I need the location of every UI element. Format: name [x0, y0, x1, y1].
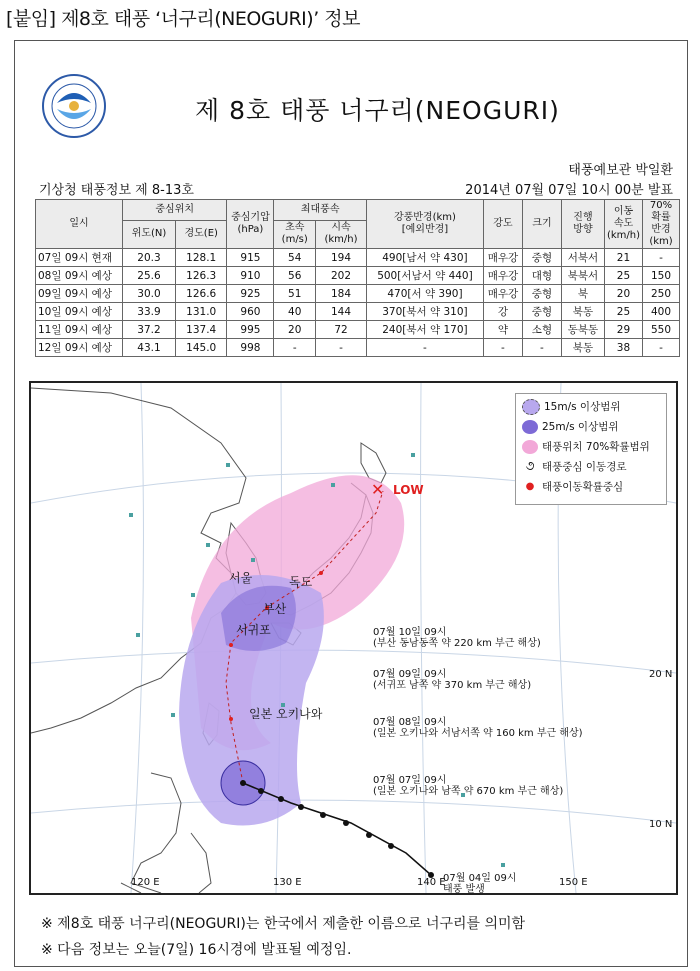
city-okinawa: 일본 오키나와 — [249, 707, 323, 721]
col-lat: 위도(N) — [123, 220, 176, 249]
city-seoul: 서울 — [229, 571, 253, 585]
city-seogwipo: 서귀포 — [236, 623, 271, 637]
table-row: 09일 09시 예상 30.0 126.6 925 51 184 470[서 약 390] 매우강 중형 북 20 250 — [36, 285, 680, 303]
table-row: 12일 09시 예상 43.1 145.0 998 - - - - - 북동 38 - — [36, 339, 680, 357]
typhoon-icon: ૭ — [525, 459, 535, 474]
red-dot-icon: ● — [525, 481, 535, 492]
typhoon-info-table — [35, 199, 680, 357]
city-dokdo: 독도 — [289, 575, 313, 589]
col-lon: 경도(E) — [175, 220, 226, 249]
table-row: 11일 09시 예상 37.2 137.4 995 20 72 240[북서 약 170] 약 소형 동북동 29 550 — [36, 321, 680, 339]
annotation-day07: 07월 07일 09시 (일본 오키나와 남쪽 약 670 km 부근 해상) — [373, 775, 564, 797]
city-busan: 부산 — [263, 602, 287, 616]
bulletin-number: 기상청 태풍정보 제 8-13호 — [39, 183, 194, 198]
table-row: 10일 09시 예상 33.9 131.0 960 40 144 370[북서 약 310] 강 중형 북동 25 400 — [36, 303, 680, 321]
col-time: 일시 — [36, 200, 123, 249]
low-label: LOW — [393, 483, 424, 497]
annotation-day10: 07월 10일 09시 (부산 동남동쪽 약 220 km 부근 해상) — [373, 627, 541, 649]
annotation-day04: 07월 04일 09시 태풍 발생 — [443, 873, 517, 895]
lon-130-label: 130 E — [273, 877, 302, 888]
col-radius: 강풍반경(km) [예외반경] — [366, 200, 483, 249]
lon-150-label: 150 E — [559, 877, 588, 888]
col-kmh: 시속 (km/h) — [316, 220, 367, 249]
low-marker: ✕ — [371, 480, 385, 499]
table-row: 08일 09시 예상 25.6 126.3 910 56 202 500[서남서 약 440] 매우강 대형 북북서 25 150 — [36, 267, 680, 285]
annotation-day09: 07월 09일 09시 (서귀포 남쪽 약 370 km 부근 해상) — [373, 669, 532, 691]
table-row: 07일 09시 현재 20.3 128.1 915 54 194 490[남서 약 430] 매우강 중형 서북서 21 - — [36, 249, 680, 267]
legend-25ms: 25m/s 이상범위 — [522, 418, 619, 436]
kma-logo — [41, 73, 107, 139]
legend-15ms: 15m/s 이상범위 — [522, 398, 621, 416]
col-intensity: 강도 — [483, 200, 522, 249]
col-size: 크기 — [522, 200, 561, 249]
col-speed: 이동 속도 (km/h) — [604, 200, 642, 249]
legend-prob70: 태풍위치 70%확률범위 — [522, 438, 650, 456]
col-direction: 진행 방향 — [561, 200, 604, 249]
legend-track: ૭ 태풍중심 이동경로 — [522, 458, 626, 476]
legend-prob-center: ● 태풍이동확률중심 — [522, 478, 623, 496]
col-ms: 초속 (m/s) — [274, 220, 316, 249]
forecaster: 태풍예보관 박일환 — [568, 163, 673, 178]
page-title: [붙임] 제8호 태풍 ‘너구리(NEOGURI)’ 정보 — [6, 8, 360, 30]
lon-140-label: 140 E — [417, 877, 446, 888]
annotation-day08: 07월 08일 09시 (일본 오키나와 서남서쪽 약 160 km 부근 해상) — [373, 717, 583, 739]
col-maxwind: 최대풍속 — [274, 200, 367, 221]
typhoon-bulletin — [14, 40, 688, 967]
document-title: 제 8호 태풍 너구리(NEOGURI) — [195, 96, 560, 125]
typhoon-track-map — [29, 381, 678, 895]
col-center: 중심위치 — [123, 200, 227, 221]
lon-120-label: 120 E — [131, 877, 160, 888]
note-name-origin: ※ 제8호 태풍 너구리(NEOGURI)는 한국에서 제출한 이름으로 너구리를 의미함 — [41, 916, 526, 932]
col-prob-radius: 70% 확률 반경 (km) — [643, 200, 680, 249]
col-pressure: 중심기압 (hPa) — [227, 200, 274, 249]
lat-20-label: 20 N — [649, 669, 673, 680]
issued-time: 2014년 07월 07일 10시 00분 발표 — [465, 183, 673, 198]
map-legend — [515, 393, 667, 505]
note-next-bulletin: ※ 다음 정보는 오늘(7일) 16시경에 발표될 예정임. — [41, 942, 352, 958]
lat-10-label: 10 N — [649, 819, 673, 830]
